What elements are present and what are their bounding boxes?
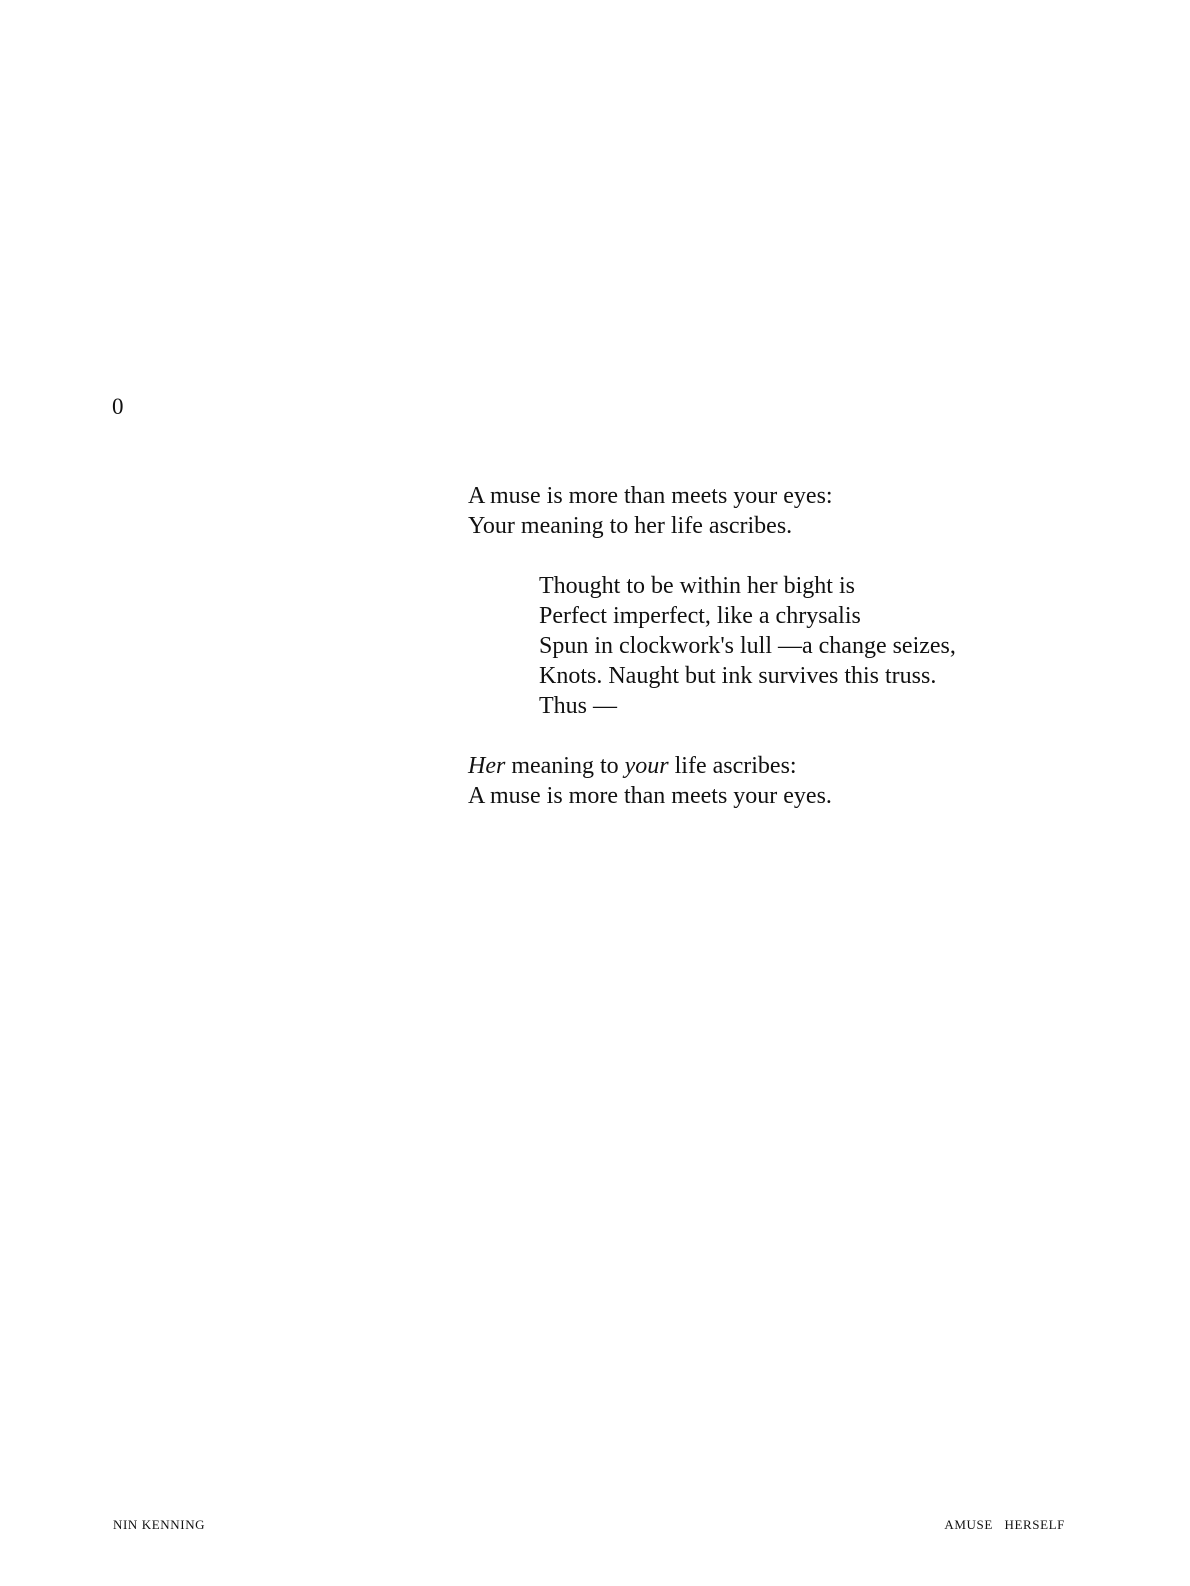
poem-line: Spun in clockwork's lull —a change seizes, (539, 633, 956, 659)
poem-line: Thus — (539, 693, 617, 719)
poem-line: A muse is more than meets your eyes: (468, 483, 833, 509)
page-number: 0 (112, 394, 124, 419)
italic-your: your (624, 753, 669, 779)
stanza-middle (468, 571, 956, 721)
poem (468, 481, 956, 811)
text-life-ascribes: life ascribes: (668, 753, 797, 779)
stanza-opening (468, 481, 956, 541)
text-meaning-to: meaning to (505, 753, 625, 779)
poem-line: A muse is more than meets your eyes. (468, 783, 832, 809)
poem-line: Your meaning to her life ascribes. (468, 513, 793, 539)
stanza-closing (468, 751, 956, 811)
poem-line: Perfect imperfect, like a chrysalis (539, 603, 861, 629)
footer-author: NIN KENNING (113, 1517, 206, 1532)
footer-title (944, 1517, 1065, 1533)
footer-title-part1: AMUSE (944, 1517, 993, 1532)
italic-her: Her (468, 753, 506, 779)
footer-title-part2: HERSELF (1004, 1517, 1065, 1532)
poem-line-mixed (468, 751, 956, 781)
poem-line: Knots. Naught but ink survives this truss. (539, 663, 937, 689)
poem-line: Thought to be within her bight is (539, 573, 855, 599)
